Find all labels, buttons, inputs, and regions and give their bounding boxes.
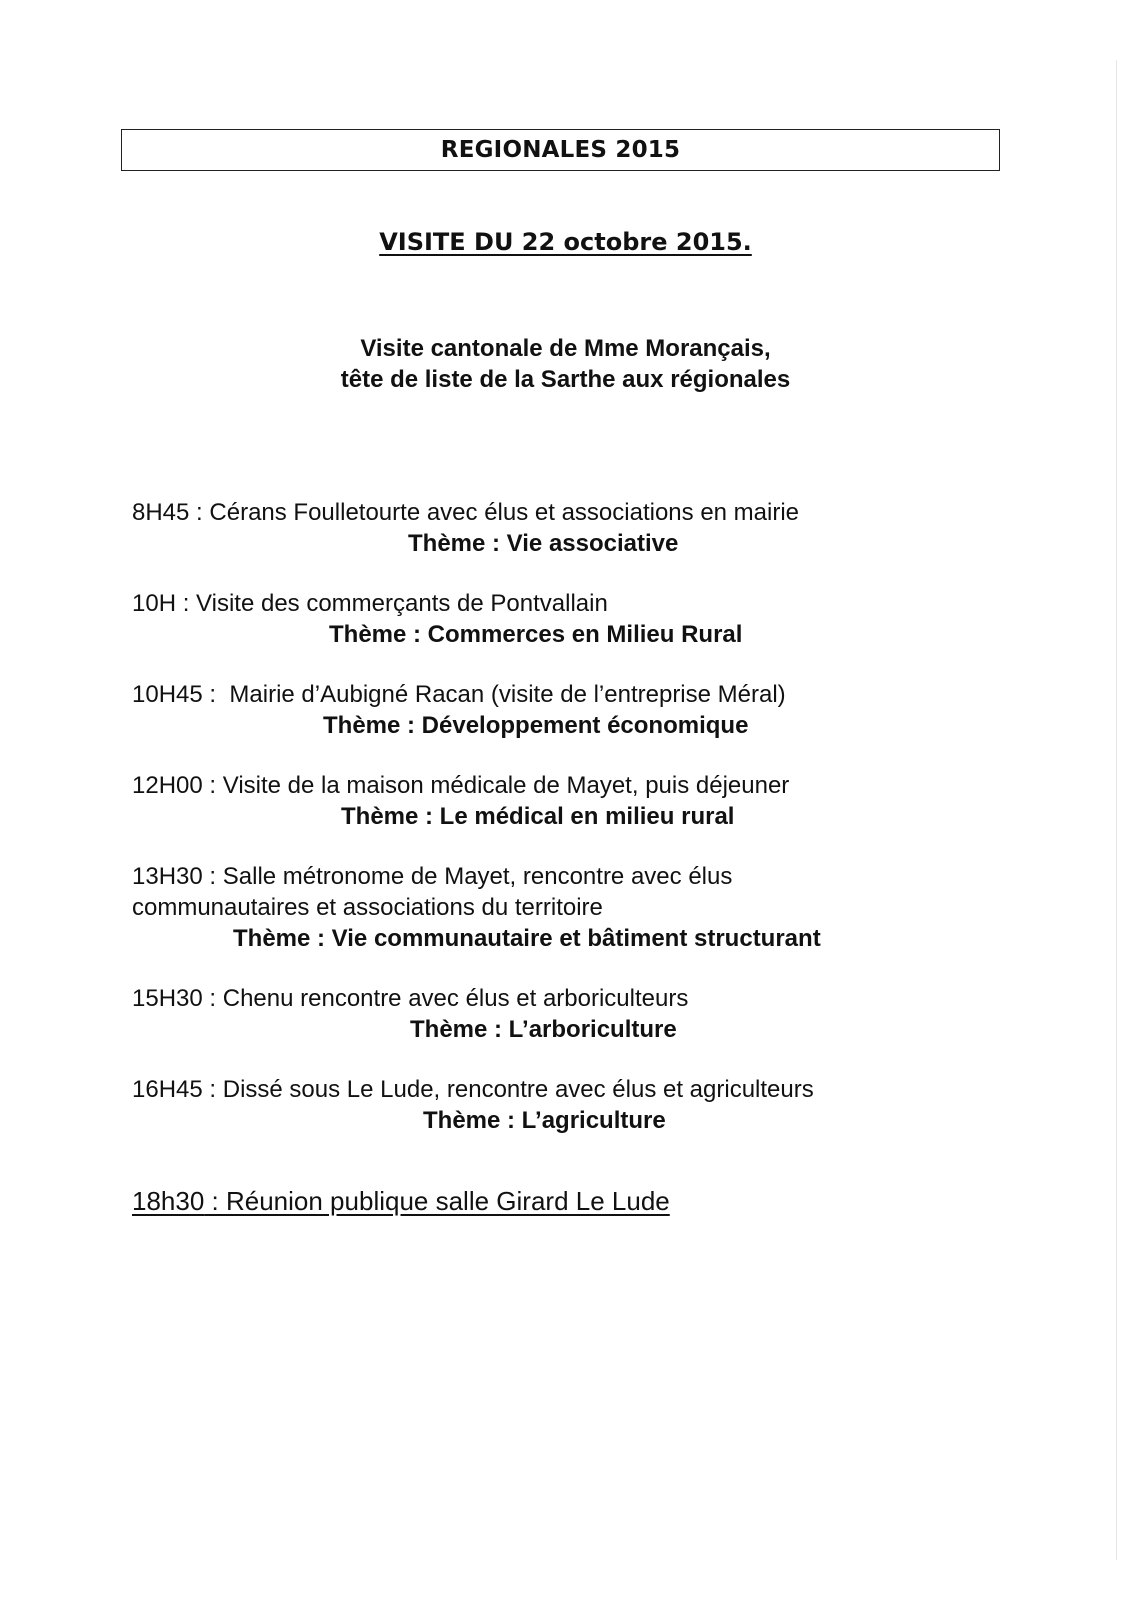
entry-theme: Thème : Le médical en milieu rural [341,803,735,830]
entry-separator: : [202,1076,223,1103]
page-edge [1116,60,1117,1560]
visit-date-heading [0,228,1131,256]
final-event [132,1186,670,1217]
schedule-list [132,497,1032,1165]
entry-theme: Thème : L’agriculture [423,1107,666,1134]
entry-line [132,679,1032,710]
entry-separator: : [202,863,223,890]
entry-separator: : [176,590,197,617]
entry-theme: Thème : Commerces en Milieu Rural [329,621,743,648]
schedule-entry [132,1074,1032,1136]
entry-line [132,861,1032,892]
entry-theme: Thème : Vie associative [408,530,679,557]
entry-line [132,770,1032,801]
entry-separator: : [202,681,223,708]
entry-description: Chenu rencontre avec élus et arboriculteurs [222,985,689,1012]
entry-time: 15H30 [132,985,203,1012]
entry-time: 10H45 [132,681,203,708]
entry-time: 12H00 [132,772,203,799]
final-event-separator: : [204,1186,226,1216]
entry-description: Salle métronome de Mayet, rencontre avec élus [222,863,733,890]
entry-time: 8H45 [132,499,190,526]
final-event-time: 18h30 [132,1186,205,1216]
header-box [121,129,1000,171]
entry-line [132,1074,1032,1105]
subtitle-line-1: Visite cantonale de Mme Morançais, [360,335,771,362]
entry-line [132,588,1032,619]
schedule-entry [132,770,1032,832]
entry-time: 10H [132,590,177,617]
entry-description: Mairie d’Aubigné Racan (visite de l’entreprise Méral) [222,681,786,708]
entry-theme: Thème : Développement économique [323,712,749,739]
schedule-entry [132,983,1032,1045]
schedule-entry [132,588,1032,650]
final-event-description: Réunion publique salle Girard Le Lude [225,1186,670,1216]
entry-time: 16H45 [132,1076,203,1103]
entry-separator: : [202,985,223,1012]
entry-theme: Thème : L’arboriculture [410,1016,677,1043]
entry-separator: : [189,499,210,526]
schedule-entry [132,679,1032,741]
entry-description: Visite des commerçants de Pontvallain [196,590,608,617]
schedule-entry [132,861,1032,954]
subtitle [0,333,1131,395]
entry-description-continued: communautaires et associations du territoire [132,894,603,921]
entry-description: Cérans Foulletourte avec élus et associations en mairie [209,499,800,526]
entry-separator: : [202,772,223,799]
entry-description: Dissé sous Le Lude, rencontre avec élus et agriculteurs [222,1076,814,1103]
schedule-entry [132,497,1032,559]
entry-line [132,983,1032,1014]
entry-time: 13H30 [132,863,203,890]
visit-date-text: VISITE DU 22 octobre 2015. [379,228,752,256]
entry-description: Visite de la maison médicale de Mayet, puis déjeuner [222,772,790,799]
entry-line [132,497,1032,528]
subtitle-line-2: tête de liste de la Sarthe aux régionales [340,366,791,393]
entry-theme: Thème : Vie communautaire et bâtiment structurant [233,925,821,952]
header-title: REGIONALES 2015 [440,137,681,163]
